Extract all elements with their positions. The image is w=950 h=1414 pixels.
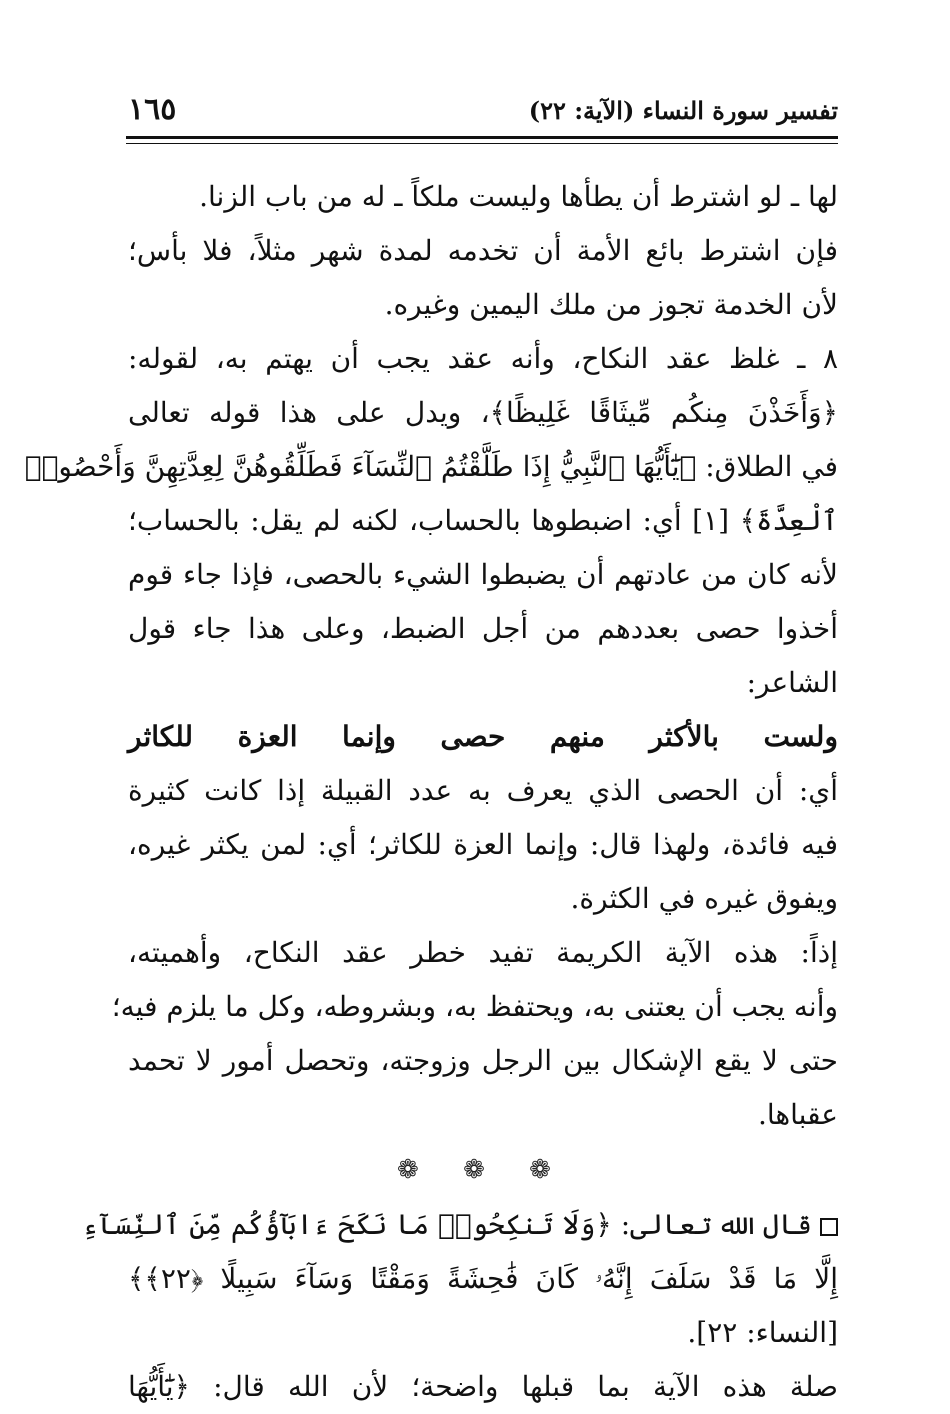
text-line: أخذوا حصى بعددهم من أجل الضبط، وعلى هذا جاء قول <box>128 612 838 645</box>
text-line: في الطلاق: ﴿يَٰٓأَيُّهَا ٱلنَّبِيُّ إِذَا طَلَّقْتُمُ ٱلنِّسَآءَ فَطَلِّقُوهُنَّ لِعِدَّتِهِنَّ وَأَحْصُوا۟ <box>24 450 838 483</box>
text-line: فإن اشترط بائع الأمة أن تخدمه لمدة شهر مثلاً، فلا بأس؛ <box>128 234 838 267</box>
square-bullet-icon <box>820 1218 838 1236</box>
running-header <box>128 92 838 132</box>
header-title: تفسير سورة النساء (الآية: ٢٢) <box>528 96 838 125</box>
text-line: ويفوق غيره في الكثرة. <box>570 882 838 915</box>
text-line: أي: أن الحصى الذي يعرف به عدد القبيلة إذا كانت كثيرة <box>128 774 838 807</box>
text-line: عقباها. <box>757 1098 838 1131</box>
text-line: فيه فائدة، ولهذا قال: وإنما العزة للكاثر؛ أي: لمن يكثر غيره، <box>128 828 839 861</box>
section-separator-stars: ❁ ❁ ❁ <box>397 1155 569 1185</box>
body-text <box>24 170 839 1414</box>
text-line: صلة هذه الآية بما قبلها واضحة؛ لأن الله قال: ﴿يَٰٓأَيُّهَا <box>128 1370 838 1403</box>
header-rule-thick <box>126 136 838 139</box>
text-line: ٱلْعِدَّةَ﴾ [١] أي: اضبطوها بالحساب، لكنه لم يقل: بالحساب؛ <box>128 504 839 537</box>
text-line: لها ـ لو اشترط أن يطأها وليست ملكاً ـ له من باب الزنا. <box>199 180 838 213</box>
text-line: الشاعر: <box>746 666 838 699</box>
text-line: وأنه يجب أن يعتنى به، ويحتفظ به، وبشروطه، وكل ما يلزم فيه؛ <box>111 990 838 1023</box>
verse-text: قال الله تعالى: ﴿وَلَا تَنكِحُوا۟ مَا نَكَحَ ءَابَآؤُكُم مِّنَ ٱلنِّسَآءِ <box>81 1208 812 1241</box>
verse-reference: [النساء: ٢٢]. <box>687 1316 838 1349</box>
text-line: لأن الخدمة تجوز من ملك اليمين وغيره. <box>384 288 838 321</box>
poem-verse: ولست بالأكثر منهم حصى وإنما العزة للكاثر <box>128 720 838 753</box>
verse-line: إِلَّا مَا قَدْ سَلَفَ إِنَّهُۥ كَانَ فَٰحِشَةً وَمَقْتًا وَسَآءَ سَبِيلًا ﴿٢٢﴾﴾ <box>128 1262 838 1295</box>
header-rule-thin <box>126 143 838 144</box>
text-line: ٨ ـ غلظ عقد النكاح، وأنه عقد يجب أن يهتم به، لقوله: <box>128 342 838 375</box>
text-line: إذاً: هذه الآية الكريمة تفيد خطر عقد النكاح، وأهميته، <box>128 936 838 969</box>
text-line: لأنه كان من عادتهم أن يضبطوا الشيء بالحصى، فإذا جاء قوم <box>128 558 838 591</box>
page-number: ١٦٥ <box>128 92 177 127</box>
verse-line <box>81 1198 838 1252</box>
text-line: ﴿وَأَخَذْنَ مِنكُم مِّيثَاقًا غَلِيظًا﴾، ويدل على هذا قوله تعالى <box>128 396 838 429</box>
text-line: حتى لا يقع الإشكال بين الرجل وزوجته، وتحصل أمور لا تحمد <box>128 1044 838 1077</box>
